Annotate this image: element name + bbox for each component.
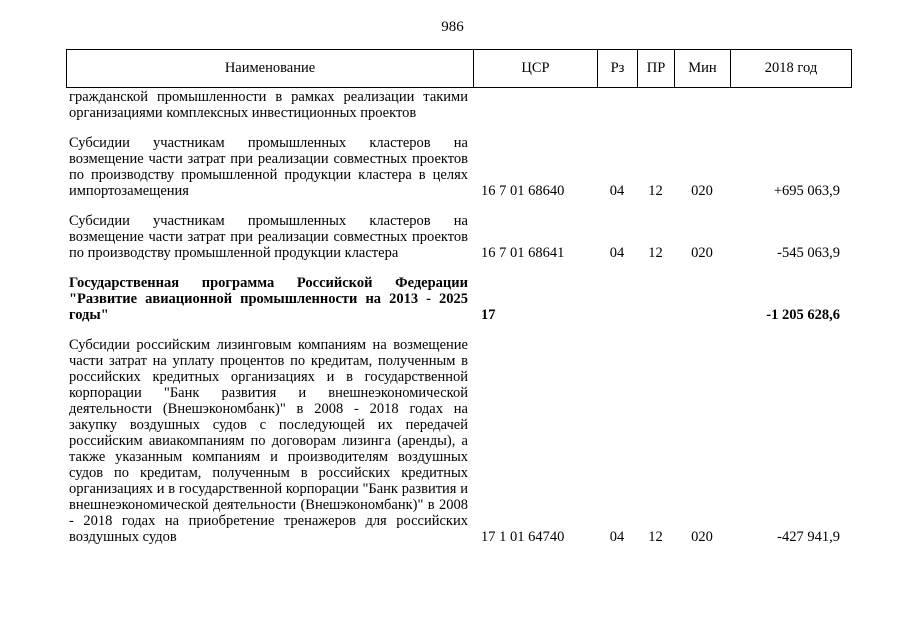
row-name: гражданской промышленности в рамках реализации такими организациями комплексных инвестиционных проектов	[69, 89, 468, 121]
header-rz: Рз	[598, 50, 638, 88]
row-csr: 16 7 01 68641	[481, 245, 565, 261]
header-year: 2018 год	[731, 50, 852, 88]
table-body	[66, 89, 851, 545]
row-rz: 04	[609, 183, 625, 199]
row-name: Субсидии участникам промышленных кластеров на возмещение части затрат при реализации совместных проектов по производству промышленной продукции кластера	[69, 213, 468, 261]
table-row	[66, 135, 851, 199]
header-csr: ЦСР	[474, 50, 598, 88]
row-pr	[637, 89, 674, 121]
row-name: Субсидии участникам промышленных кластеров на возмещение части затрат при реализации совместных проектов по производству промышленной продукции кластера в целях импортозамещения	[69, 135, 468, 199]
header-min: Мин	[675, 50, 731, 88]
row-amount: -427 941,9	[777, 529, 840, 545]
row-min	[674, 89, 730, 121]
row-rz	[597, 89, 637, 121]
row-name: Государственная программа Российской Федерации "Развитие авиационной промышленности на 2013 - 2025 годы"	[69, 275, 468, 323]
row-min: 020	[691, 183, 713, 199]
row-csr: 17 1 01 64740	[481, 529, 565, 545]
table-row	[66, 89, 851, 121]
row-pr: 12	[648, 245, 663, 261]
row-csr: 16 7 01 68640	[481, 183, 565, 199]
row-amount: -545 063,9	[777, 245, 840, 261]
page-number: 986	[441, 19, 464, 35]
row-rz	[597, 275, 637, 323]
table-header	[66, 49, 852, 88]
row-pr: 12	[648, 529, 663, 545]
table-row	[66, 275, 851, 323]
table-row	[66, 337, 851, 545]
row-min: 020	[691, 245, 713, 261]
table-row	[66, 213, 851, 261]
row-amount: +695 063,9	[773, 183, 840, 199]
row-amount: -1 205 628,6	[766, 307, 840, 323]
row-pr: 12	[648, 183, 663, 199]
row-min: 020	[691, 529, 713, 545]
row-csr: 17	[481, 307, 496, 323]
row-min	[674, 275, 730, 323]
header-pr: ПР	[638, 50, 675, 88]
row-pr	[637, 275, 674, 323]
row-name: Субсидии российским лизинговым компаниям на возмещение части затрат на уплату процентов по кредитам, полученным в российских кредитных организациях и в государственной корпорации "Банк развития и внешнеэкономической деятельности (Внешэкономбанк)" в 2008 - 2018 годах на закупку воздушных судов с последующей их передачей российским авиакомпаниям по договорам лизинга (аренды), а также указанным компаниям и производителям воздушных судов по кредитам, полученным в российских кредитных организациях и в государственной корпорации "Банк развития и внешнеэкономической деятельности (Внешэкономбанк)" в 2008 - 2018 годах на приобретение тренажеров для российских воздушных судов	[69, 337, 468, 545]
row-csr	[473, 89, 597, 121]
row-rz: 04	[609, 529, 625, 545]
header-name: Наименование	[67, 50, 474, 88]
row-amount	[730, 89, 851, 121]
row-rz: 04	[609, 245, 625, 261]
